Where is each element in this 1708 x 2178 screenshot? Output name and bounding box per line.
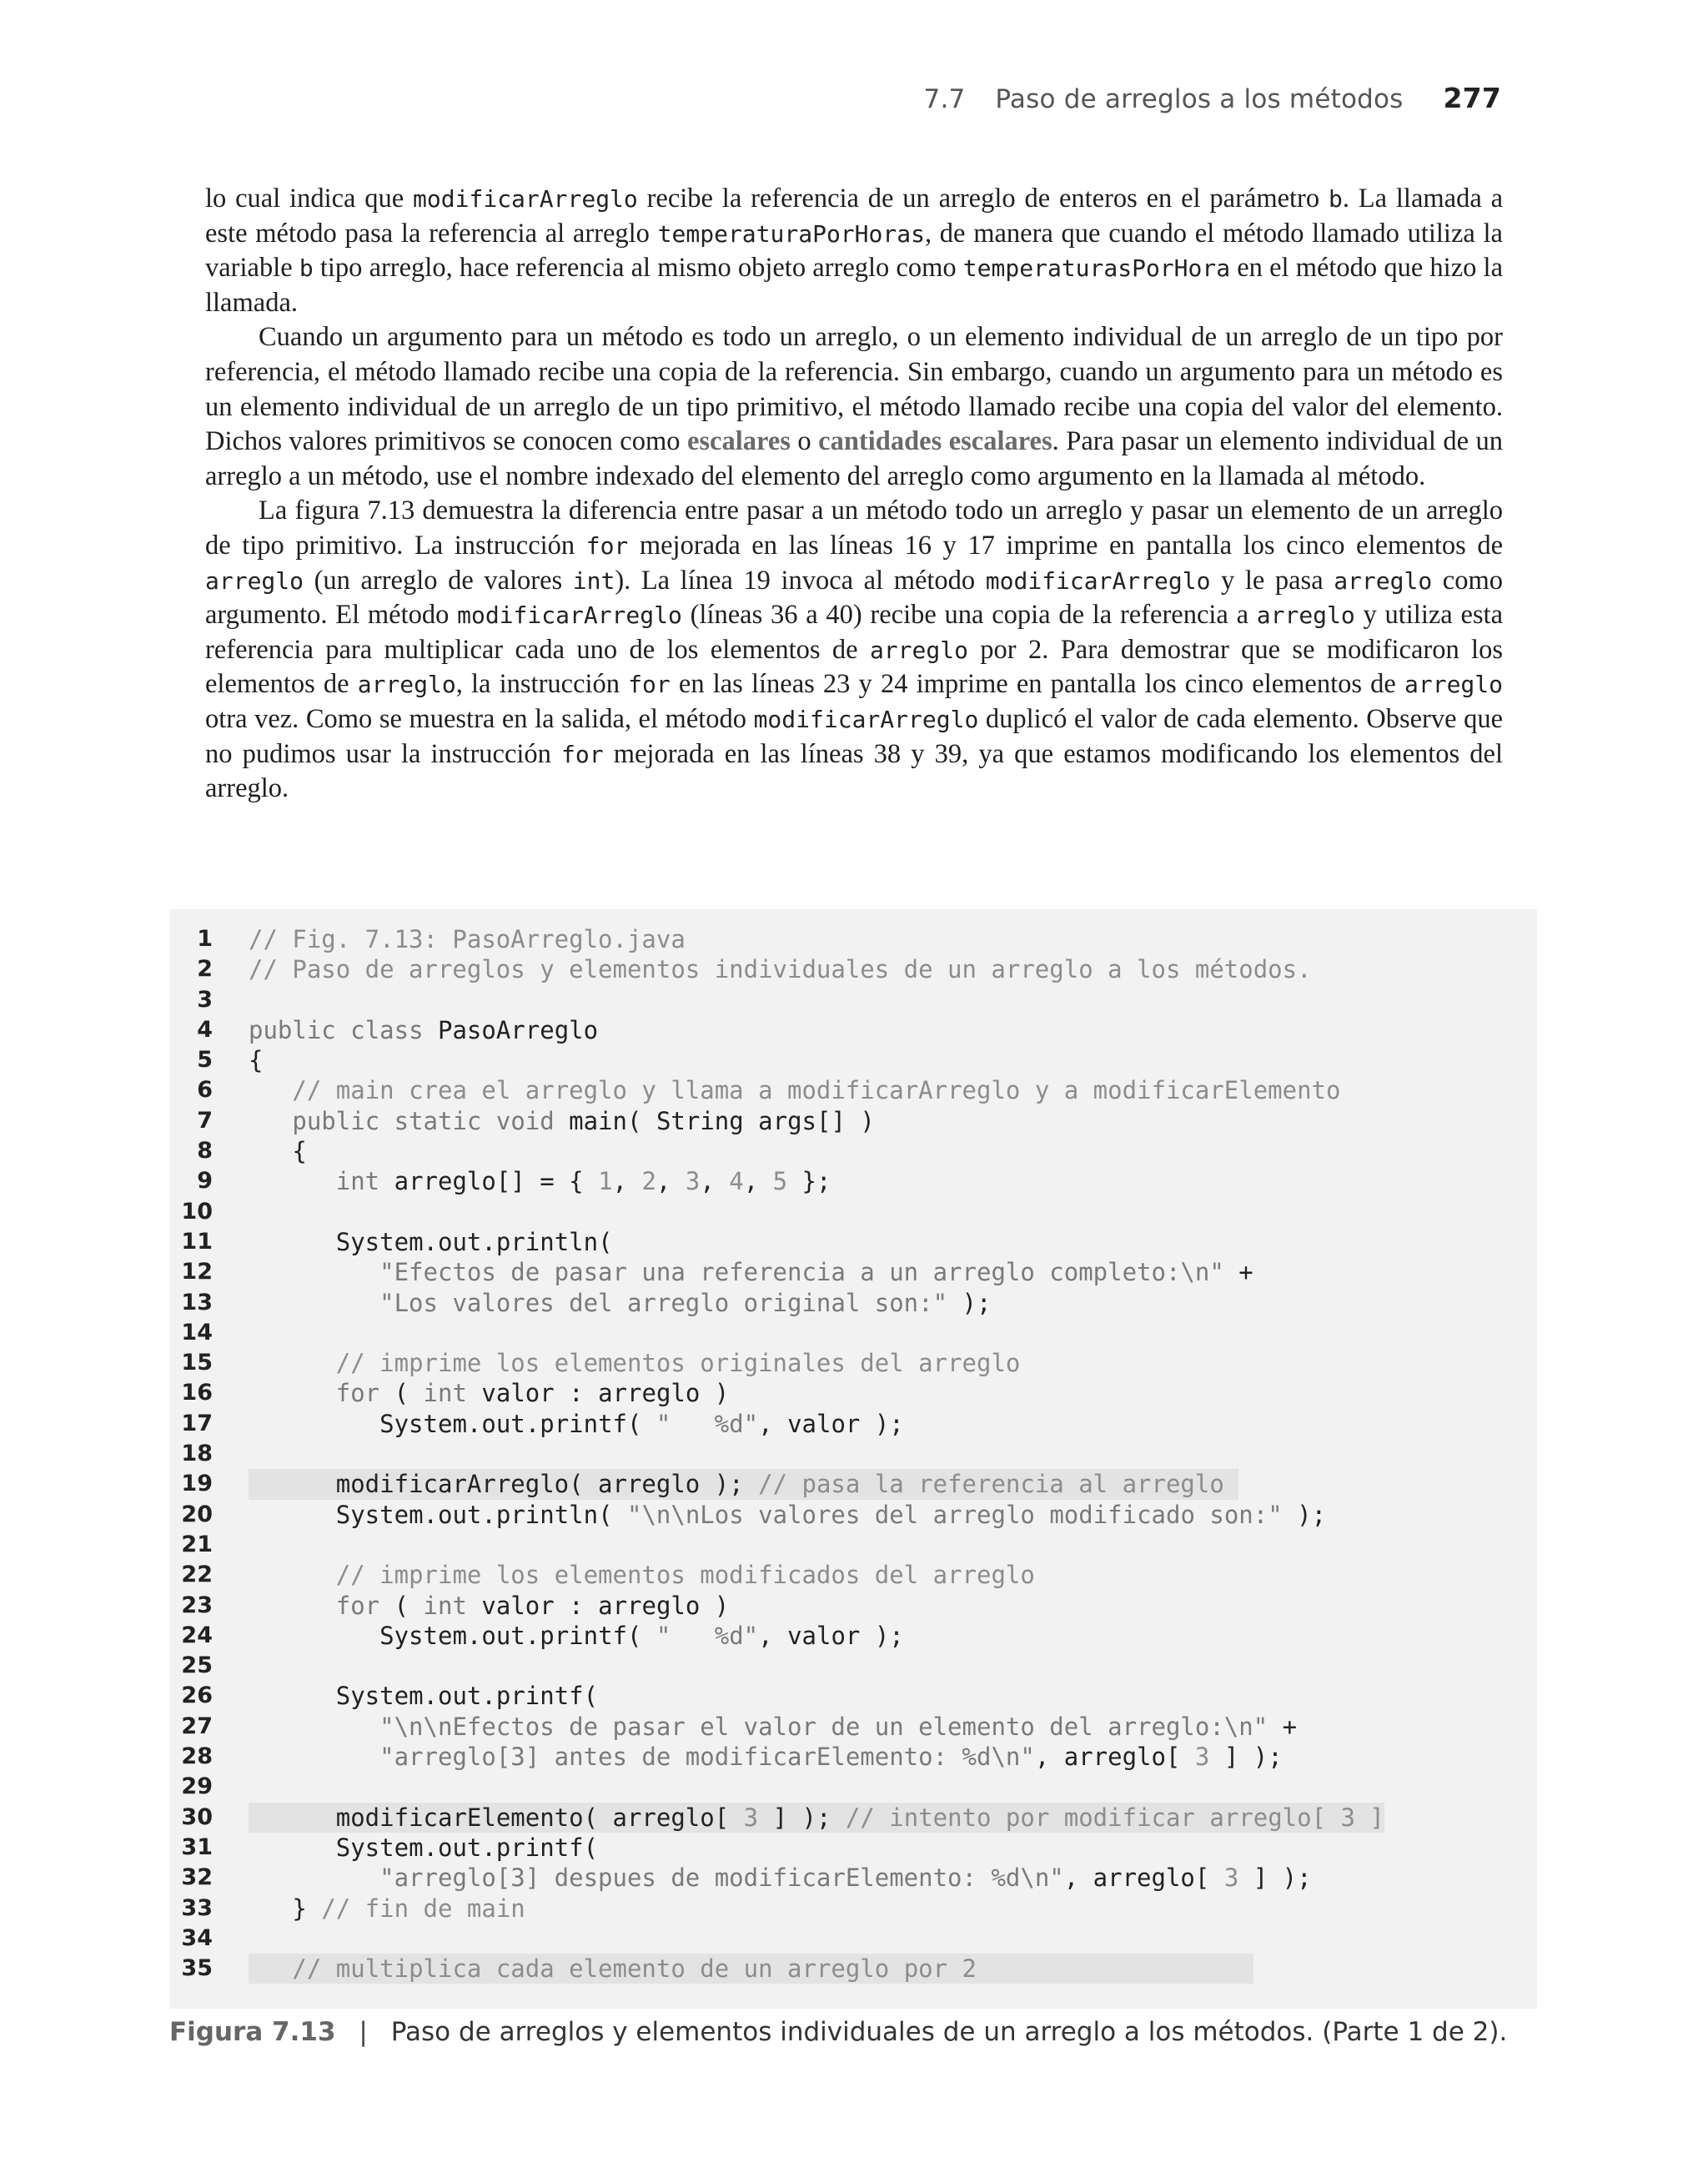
inline-code: b: [1328, 185, 1343, 213]
code-line: [169, 1469, 1537, 1499]
text-run: mejorada en las líneas 38 y 39, ya que estamos modificando los elementos del arreglo.: [205, 738, 1504, 804]
line-number: 32: [181, 1864, 213, 1891]
code-line: [169, 1045, 1537, 1075]
text-run: mejorada en las líneas 16 y 17 imprime en pantalla los cinco elementos de: [628, 530, 1503, 561]
code-source: int arreglo[] = { 1, 2, 3, 4, 5 };: [335, 1167, 831, 1196]
text-run: y le pasa: [1210, 565, 1334, 596]
line-number: 23: [181, 1592, 213, 1618]
line-number: 22: [181, 1562, 213, 1588]
text-run: y utiliza esta referencia para multiplicar cada uno de los elementos de: [205, 600, 1503, 665]
line-number: 24: [181, 1622, 213, 1648]
section-number: 7.7: [923, 84, 966, 114]
line-number: 12: [181, 1259, 213, 1285]
line-number: 31: [181, 1833, 213, 1860]
body-text: [205, 182, 1503, 807]
page-number: 277: [1443, 82, 1501, 114]
code-source: System.out.printf(: [335, 1682, 599, 1711]
line-number: 1: [197, 926, 213, 952]
line-number: 6: [197, 1077, 213, 1104]
line-number: 10: [181, 1198, 213, 1225]
code-line: [169, 1833, 1537, 1863]
code-line: [169, 1712, 1537, 1742]
caption-separator: |: [359, 2017, 368, 2047]
code-line: [169, 1621, 1537, 1651]
inline-code: b: [299, 254, 314, 283]
line-number: 3: [197, 986, 213, 1013]
line-number: 25: [181, 1652, 213, 1679]
code-source: // Fig. 7.13: PasoArreglo.java: [249, 925, 686, 953]
line-number: 28: [181, 1743, 213, 1770]
inline-code: for: [628, 671, 671, 699]
text-run: , la instrucción: [455, 669, 629, 700]
line-number: 9: [197, 1168, 213, 1195]
text-run: (líneas 36 a 40) recibe una copia de la referencia a: [681, 600, 1257, 631]
inline-code: arreglo: [1334, 566, 1433, 595]
code-line: [169, 1318, 1537, 1348]
paragraph: [205, 182, 1503, 320]
line-number: 4: [197, 1016, 213, 1043]
code-line: [169, 1742, 1537, 1772]
key-term: escalares: [686, 426, 791, 457]
code-line: [169, 1075, 1537, 1105]
line-number: 14: [181, 1319, 213, 1346]
text-run: duplicó el valor de cada elemento. Observe que no pudimos usar la instrucción: [205, 703, 1503, 769]
code-source: "Efectos de pasar una referencia a un arreglo completo:\n" +: [379, 1258, 1253, 1287]
code-source: "arreglo[3] despues de modificarElemento: %d\n", arreglo[ 3 ] );: [379, 1864, 1312, 1893]
text-run: en el método que hizo la llamada.: [205, 253, 1503, 318]
line-number: 29: [181, 1773, 213, 1800]
code-source: "Los valores del arreglo original son:" );: [379, 1288, 992, 1317]
inline-code: arreglo: [1404, 671, 1504, 699]
inline-code: temperaturasPorHora: [962, 254, 1231, 283]
inline-code: temperaturaPorHoras: [657, 219, 925, 248]
code-line: [169, 1894, 1537, 1924]
inline-code: modificarArreglo: [985, 566, 1211, 595]
code-line: [169, 924, 1537, 954]
line-number: 15: [181, 1350, 213, 1376]
code-source: System.out.printf(: [335, 1833, 599, 1862]
line-number: 30: [181, 1803, 213, 1830]
code-source: "arreglo[3] antes de modificarElemento: %d\n", arreglo[ 3 ] );: [379, 1743, 1283, 1772]
code-line: [169, 1015, 1537, 1045]
text-run: por 2. Para demostrar que se modificaron los elementos de: [205, 634, 1503, 700]
code-line: [169, 1530, 1537, 1560]
paragraph: [205, 494, 1503, 806]
line-number: 19: [181, 1471, 213, 1497]
text-run: o: [790, 426, 819, 457]
line-number: 5: [197, 1047, 213, 1074]
code-line: [169, 954, 1537, 984]
code-source: System.out.println(: [335, 1227, 613, 1256]
code-line: [169, 1378, 1537, 1408]
code-line: [169, 1924, 1537, 1954]
line-number: 20: [181, 1501, 213, 1527]
code-source: {: [249, 1046, 264, 1075]
code-line: [169, 1197, 1537, 1227]
inline-code: arreglo: [357, 671, 456, 699]
line-number: 35: [181, 1955, 213, 1982]
inline-code: for: [561, 740, 604, 768]
code-line: [169, 1560, 1537, 1590]
code-source: System.out.printf( " %d", valor );: [379, 1409, 904, 1438]
section-title: Paso de arreglos a los métodos: [995, 84, 1404, 114]
line-number: 7: [197, 1107, 213, 1134]
code-line: [169, 1227, 1537, 1257]
text-run: en las líneas 23 y 24 imprime en pantalla los cinco elementos de: [670, 669, 1404, 700]
text-run: otra vez. Como se muestra en la salida, el método: [205, 703, 754, 734]
line-number: 11: [181, 1228, 213, 1255]
code-source: System.out.printf( " %d", valor );: [379, 1621, 904, 1650]
caption-text: Paso de arreglos y elementos individuales de un arreglo a los métodos. (Parte 1 de 2).: [390, 2017, 1508, 2047]
code-line: [169, 1348, 1537, 1378]
inline-code: modificarArreglo: [753, 705, 979, 733]
running-header: [924, 82, 1501, 114]
code-line: [169, 1681, 1537, 1711]
line-number: 17: [181, 1410, 213, 1436]
figure-caption: [169, 2017, 1507, 2047]
text-run: Cuando un argumento para un método es todo un arreglo, o un elemento individual de un arreglo de un tipo por referencia, el método llamado recibe una copia de la referencia. Sin embargo, cuando un argumento para un método es un elemento individual de un arreglo de un tipo primitivo, el método llamado recibe una copia del valor del elemento. Dichos valores primitivos se conocen como: [205, 322, 1503, 457]
text-run: . Para pasar un elemento individual de un arreglo a un método, use el nombre indexado del elemento del arreglo como argumento en la llamada al método.: [205, 426, 1504, 491]
text-run: (un arreglo de valores: [304, 565, 573, 596]
inline-code: int: [572, 566, 615, 595]
code-source: public static void main( String args[] ): [292, 1106, 875, 1135]
text-run: , de manera que cuando el método llamado utiliza la variable: [205, 218, 1503, 284]
line-number: 13: [181, 1289, 213, 1315]
code-source: // imprime los elementos originales del arreglo: [335, 1349, 1021, 1378]
text-run: . La llamada a este método pasa la referencia al arreglo: [205, 184, 1503, 249]
code-line: [169, 1257, 1537, 1287]
code-source: modificarArreglo( arreglo ); // pasa la referencia al arreglo: [249, 1469, 1238, 1499]
code-source: } // fin de main: [249, 1894, 525, 1923]
code-lines: [169, 924, 1537, 1984]
key-term: cantidades escalares: [818, 426, 1052, 457]
paragraph: [205, 320, 1503, 494]
line-number: 27: [181, 1713, 213, 1739]
inline-code: modificarArreglo: [457, 601, 682, 630]
code-source: for ( int valor : arreglo ): [335, 1591, 730, 1620]
figure-label: Figura 7.13: [169, 2017, 336, 2047]
code-source: // Paso de arreglos y elementos individuales de un arreglo a los métodos.: [249, 955, 1312, 984]
code-line: [169, 1803, 1537, 1833]
code-line: [169, 1954, 1537, 1984]
text-run: tipo arreglo, hace referencia al mismo objeto arreglo como: [313, 253, 963, 284]
line-number: 16: [181, 1380, 213, 1406]
text-run: ). La línea 19 invoca al método: [615, 565, 986, 596]
code-line: [169, 1772, 1537, 1802]
code-line: [169, 1651, 1537, 1681]
code-line: [169, 1106, 1537, 1136]
inline-code: arreglo: [1256, 601, 1355, 630]
code-line: [169, 1136, 1537, 1166]
line-number: 33: [181, 1894, 213, 1921]
line-number: 21: [181, 1531, 213, 1557]
code-source: "\n\nEfectos de pasar el valor de un elemento del arreglo:\n" +: [379, 1712, 1298, 1741]
code-source: // main crea el arreglo y llama a modificarArreglo y a modificarElemento: [292, 1076, 1341, 1105]
code-line: [169, 985, 1537, 1015]
text-run: como argumento. El método: [205, 565, 1503, 631]
line-number: 18: [181, 1441, 213, 1467]
code-source: // imprime los elementos modificados del arreglo: [335, 1561, 1035, 1590]
inline-code: arreglo: [869, 636, 968, 664]
code-source: // multiplica cada elemento de un arreglo por 2: [249, 1954, 1253, 1984]
code-line: [169, 1166, 1537, 1196]
code-source: {: [249, 1137, 307, 1166]
inline-code: arreglo: [205, 566, 304, 595]
line-number: 26: [181, 1683, 213, 1709]
code-source: for ( int valor : arreglo ): [335, 1379, 730, 1408]
line-number: 34: [181, 1924, 213, 1951]
code-source: modificarElemento( arreglo[ 3 ] ); // intento por modificar arreglo[ 3 ]: [249, 1803, 1384, 1833]
inline-code: for: [585, 531, 629, 560]
text-run: recibe la referencia de un arreglo de enteros en el parámetro: [637, 184, 1329, 214]
code-source: System.out.println( "\n\nLos valores del arreglo modificado son:" );: [335, 1500, 1327, 1529]
line-number: 8: [197, 1138, 213, 1164]
code-line: [169, 1409, 1537, 1439]
code-line: [169, 1591, 1537, 1621]
code-line: [169, 1863, 1537, 1893]
code-line: [169, 1288, 1537, 1318]
code-line: [169, 1439, 1537, 1469]
code-source: public class PasoArreglo: [249, 1015, 599, 1044]
text-run: lo cual indica que: [205, 184, 414, 214]
line-number: 2: [197, 956, 213, 983]
code-listing: [169, 909, 1537, 2009]
inline-code: modificarArreglo: [413, 185, 638, 213]
text-run: La figura 7.13 demuestra la diferencia entre pasar a un método todo un arreglo y pasar un elemento de un arreglo de tipo primitivo. La instrucción: [205, 495, 1503, 561]
code-line: [169, 1500, 1537, 1530]
